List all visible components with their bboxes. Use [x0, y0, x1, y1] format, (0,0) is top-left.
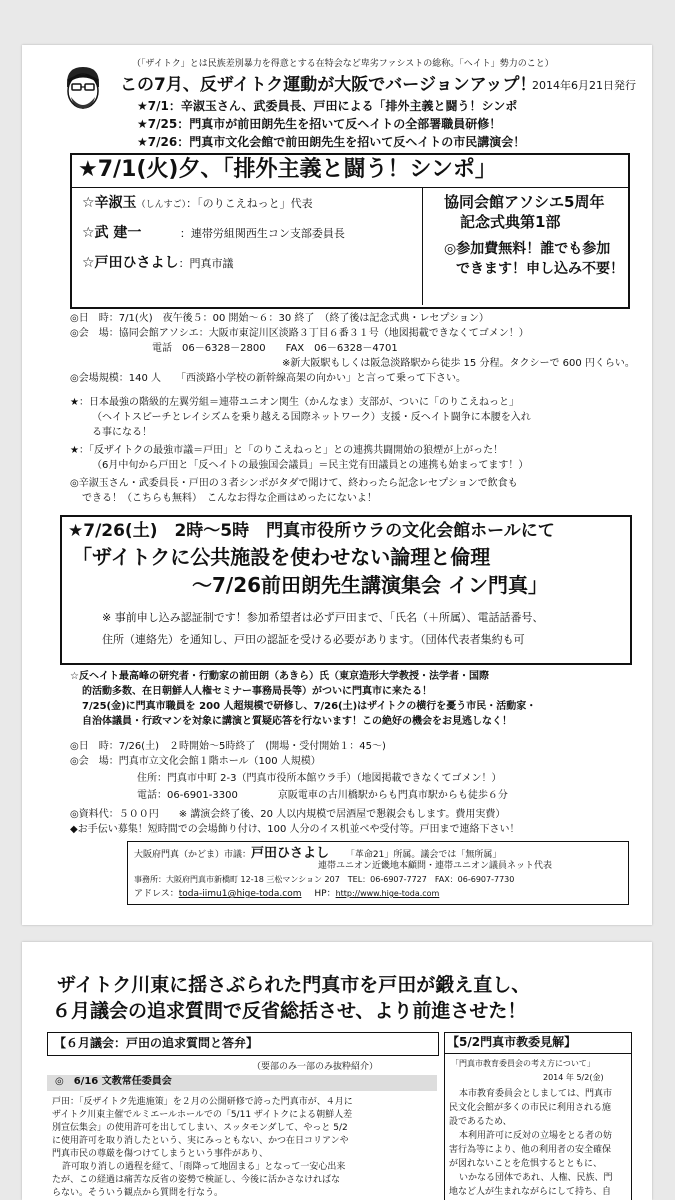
event1-venue: ◎会 場：協同会館アソシエ：大阪市東淀川区淡路３丁目６番３１号（地図掲載できなくてゴメン！） [70, 328, 529, 339]
council-title-box [47, 1032, 439, 1056]
council-section-bar [47, 1075, 437, 1091]
contact-box [127, 841, 629, 905]
event2-date: ◎日 時：7/26(土) ２時開始～5時終了 (開場・受付開始１：45～) [70, 741, 386, 752]
header-note: （「ザイトク」とは民族差別暴力を得意とする在特会など卑劣ファシストの総称。「ヘイト」勢力のこと） [132, 59, 554, 69]
event2-subtitle: 「ザイトクに公共施設を使わせない論理と倫理 [72, 545, 491, 569]
council-line-5: 門真市民の尊厳を傷つけてしまうという事件があり、 [52, 1149, 269, 1159]
event1-free-line-2: できます！申し込み不要！ [456, 261, 624, 277]
event2-notice-2: 住所（連絡先）を通知し、戸田の認証を受ける必要があります。（団体代表者集約も可 [102, 633, 525, 646]
event1-box [70, 153, 630, 309]
note-line-4: ★：「反ザイトクの最強市議＝戸田」と「のりこえねっと」との連携共闘開始の狼煙が上がった！ [70, 445, 504, 456]
flyer-page-2 [22, 942, 652, 1200]
contact-line-2: 連帯ユニオン近畿地本顧問・連帯ユニオン議員ネット代表 [318, 861, 553, 871]
event2-notice-1: ※ 事前申し込み認証制です！参加希望者は必ず戸田まで、「氏名（＋所属）、電話話番号、 [102, 611, 544, 624]
board-line-1: 本市教育委員会としましては、門真市 [459, 1089, 613, 1099]
note-line-7: できる！（こちらも無料） こんなお得な企画はめったにないよ！ [82, 493, 377, 504]
author-caricature [57, 63, 109, 115]
maeda-line-3: 7/25(金)に門真市職員を 200 人超規模で研修し、7/26(土)はザイトクの横行を憂う市民・活動家・ [82, 701, 537, 712]
event1-capacity: ◎会場規模：140 人 「西淡路小学校の新幹線高架の向かい」と言って乗って下さい。 [70, 373, 466, 384]
event2-title: ★7/26(土) 2時～5時 門真市役所ウラの文化会館ホールにて [68, 521, 555, 541]
board-line-3: 設であるため、 [449, 1117, 512, 1127]
board-view-title: 【5/2門真市教委見解】 [447, 1035, 577, 1049]
council-line-3: 別宣伝集会」の使用許可を出してしまい、スッタモンダして、やっと 5/2 [52, 1123, 348, 1133]
hp-link[interactable]: http://www.hige-toda.com [335, 889, 440, 898]
council-excerpt-note: （要部のみ一部のみ抜粋紹介） [252, 1062, 379, 1072]
speaker-2-role: ：連帯労組関西生コン支部委員長 [179, 227, 345, 240]
speaker-2-name: ☆武 建一 [82, 225, 142, 241]
speaker-1-role: ：「のりこえねっと」代表 [186, 197, 313, 210]
board-line-4: 本利用許可に反対の立場をとる者の妨 [459, 1131, 613, 1141]
board-view-date: 2014 年 5/2(金) [543, 1073, 604, 1082]
contact-affiliation: 「革命21」所属。議会では「無所属」 [345, 850, 502, 860]
council-line-8: らない。そういう観点から質問を行なう。 [52, 1188, 224, 1198]
note-line-6: ◎辛淑玉さん・武委員長・戸田の３者シンポがタダで聞けて、終わったら記念レセプションで飲食も [70, 478, 518, 489]
council-line-4: に使用許可を取り消したという、実にみっともない、かつ在日コリアンや [52, 1136, 349, 1146]
event1-free-line-1: ◎参加費無料！誰でも参加 [444, 241, 611, 257]
page-headline: この7月、反ザイトク運動が大阪でバージョンアップ！ [120, 75, 537, 95]
maeda-line-2: 的活動多数、在日朝鮮人人権セミナー事務局長等）がついに門真市に来たる！ [82, 686, 432, 697]
contact-name: 戸田ひさよし [251, 846, 330, 861]
note-line-2: （ヘイトスピーチとレイシズムを乗り越える国際ネットワーク）支援・反ヘイト闘争に本腰を入れ [92, 412, 531, 423]
event1-access: ※新大阪駅もしくは阪急淡路駅から徒歩 15 分程。タクシーで 600 円くらい。 [282, 358, 635, 369]
event2-subtitle-2: ～7/26前田朗先生講演集会 イン門真」 [192, 573, 549, 597]
event2-fee: ◎資料代：５００円 ※ 講演会終了後、20 人以内規模で居酒屋で懇親会もします。費用実費） [70, 809, 506, 820]
board-line-5: 害行為等により、他の利用者の安全確保 [449, 1145, 612, 1155]
council-line-6: 許可取り消しの過程を経て、「雨降って地固まる」となって一安心出来 [62, 1162, 346, 1172]
speaker-1-name: ☆辛淑玉 [82, 195, 137, 211]
email-label: アドレス： [134, 889, 179, 899]
event2-box [60, 515, 632, 665]
contact-line-1 [134, 846, 501, 862]
council-line-7: たが、この経過は痛苦な反省の姿勢で検証し、今後に活かさなければな [52, 1175, 341, 1185]
hp-label: HP： [314, 889, 336, 899]
board-line-2: 民文化会館が多くの市民に利用される施 [449, 1103, 612, 1113]
maeda-line-1: ☆反ヘイト最高峰の研究者・行動家の前田朗（あきら）氏（東京造形大学教授・法学者・国際 [70, 671, 489, 682]
summary-bullet-1: ★7/1：辛淑玉さん、武委員長、戸田による「排外主義と闘う！シンポ [137, 99, 518, 113]
speaker-3-role: ：門真市議 [178, 257, 234, 270]
board-line-7: いかなる団体であれ、人権、民族、門 [459, 1173, 613, 1183]
board-view-subtitle: 「門真市教育委員会の考え方について」 [451, 1059, 595, 1068]
maeda-line-4: 自治体議員・行政マンを対象に講演と質疑応答を行ないます！この絶好の機会をお見逃しなく！ [82, 716, 512, 727]
page2-headline-2: ６月議会の追求質問で反省総括させ、より前進させた！ [52, 1000, 527, 1022]
event1-title: ★7/1(火)夕、「排外主義と闘う！シンポ」 [78, 157, 497, 182]
speaker-2 [82, 225, 345, 242]
council-line-1: 戸田：「反ザイトク先進施策」を２月の公開研修で誇った門真市が、４月に [52, 1097, 353, 1107]
event1-date: ◎日 時：7/1(火) 夜午後５：00 開始～６：30 終了 （終了後は記念式典・レセプション） [70, 313, 489, 324]
council-title: 【６月議会：戸田の追求質問と答弁】 [54, 1036, 259, 1050]
summary-bullet-3: ★7/26：門真市文化会館で前田朗先生を招いて反ヘイトの市民講演会！ [137, 135, 526, 149]
speaker-1 [82, 195, 313, 212]
event2-volunteer: ◆お手伝い募集！短時間での会場飾り付け、100 人分のイス机並べや受付等。戸田まで連絡下さい！ [70, 824, 520, 835]
board-view-divider [445, 1053, 631, 1054]
note-line-5: （6月中旬から戸田と「反ヘイトの最強国会議員」＝民主党有田議員との連携も始まってます！） [92, 460, 529, 471]
event1-divider [72, 187, 628, 188]
issue-date: 2014年6月21日発行 [532, 79, 636, 92]
note-line-1: ★：日本最強の階級的左翼労組＝連帯ユニオン関生（かんなま）支部が、ついに「のりこえねっと」 [70, 397, 519, 408]
board-line-8: 地など人が生まれながらにして持ち、自 [449, 1187, 612, 1197]
email-link[interactable]: toda-iimu1@hige-toda.com [178, 889, 302, 899]
board-view-box [444, 1032, 632, 1200]
event1-phone: 電話 06－6328－2800 FAX 06－6328－4701 [152, 343, 398, 354]
council-section-title: ◎ 6/16 文教常任委員会 [55, 1076, 172, 1087]
event2-venue: ◎会 場：門真市立文化会館１階ホール（100 人規模） [70, 756, 321, 767]
note-line-3: る事になる！ [92, 427, 152, 438]
flyer-page-1 [22, 45, 652, 925]
speaker-3-name: ☆戸田ひさよし [82, 255, 179, 271]
speaker-1-reading: （しんすご） [136, 200, 187, 210]
event1-side-divider [422, 187, 423, 305]
board-line-6: が図れないことを危惧するとともに、 [449, 1159, 603, 1169]
event2-address: 住所：門真市中町 2-3（門真市役所本館ウラ手）（地図掲載できなくてゴメン！） [137, 773, 502, 784]
event1-side-title-1: 協同会館アソシエ5周年 [444, 193, 605, 211]
event2-phone: 電話：06-6901-3300 京阪電車の古川橋駅からも門真市駅からも徒歩６分 [137, 790, 508, 801]
council-line-2: ザイトク川東主催でルミエールホールでの「5/11 ザイトクによる朝鮮人差 [52, 1110, 353, 1120]
page2-headline-1: ザイトク川東に揺さぶられた門真市を戸田が鍛え直し、 [57, 974, 531, 996]
contact-line-4 [134, 889, 439, 900]
summary-bullet-2: ★7/25：門真市が前田朗先生を招いて反ヘイトの全部署職員研修！ [137, 117, 502, 131]
speaker-3 [82, 255, 234, 272]
contact-prefix: 大阪府門真（かどま）市議： [134, 850, 252, 860]
event1-side-title-2: 記念式典第1部 [460, 213, 561, 231]
contact-line-3: 事務所：大阪府門真市新橋町 12-18 三松マンション 207 TEL：06-6907-7727 FAX：06-6907-7730 [134, 875, 515, 884]
